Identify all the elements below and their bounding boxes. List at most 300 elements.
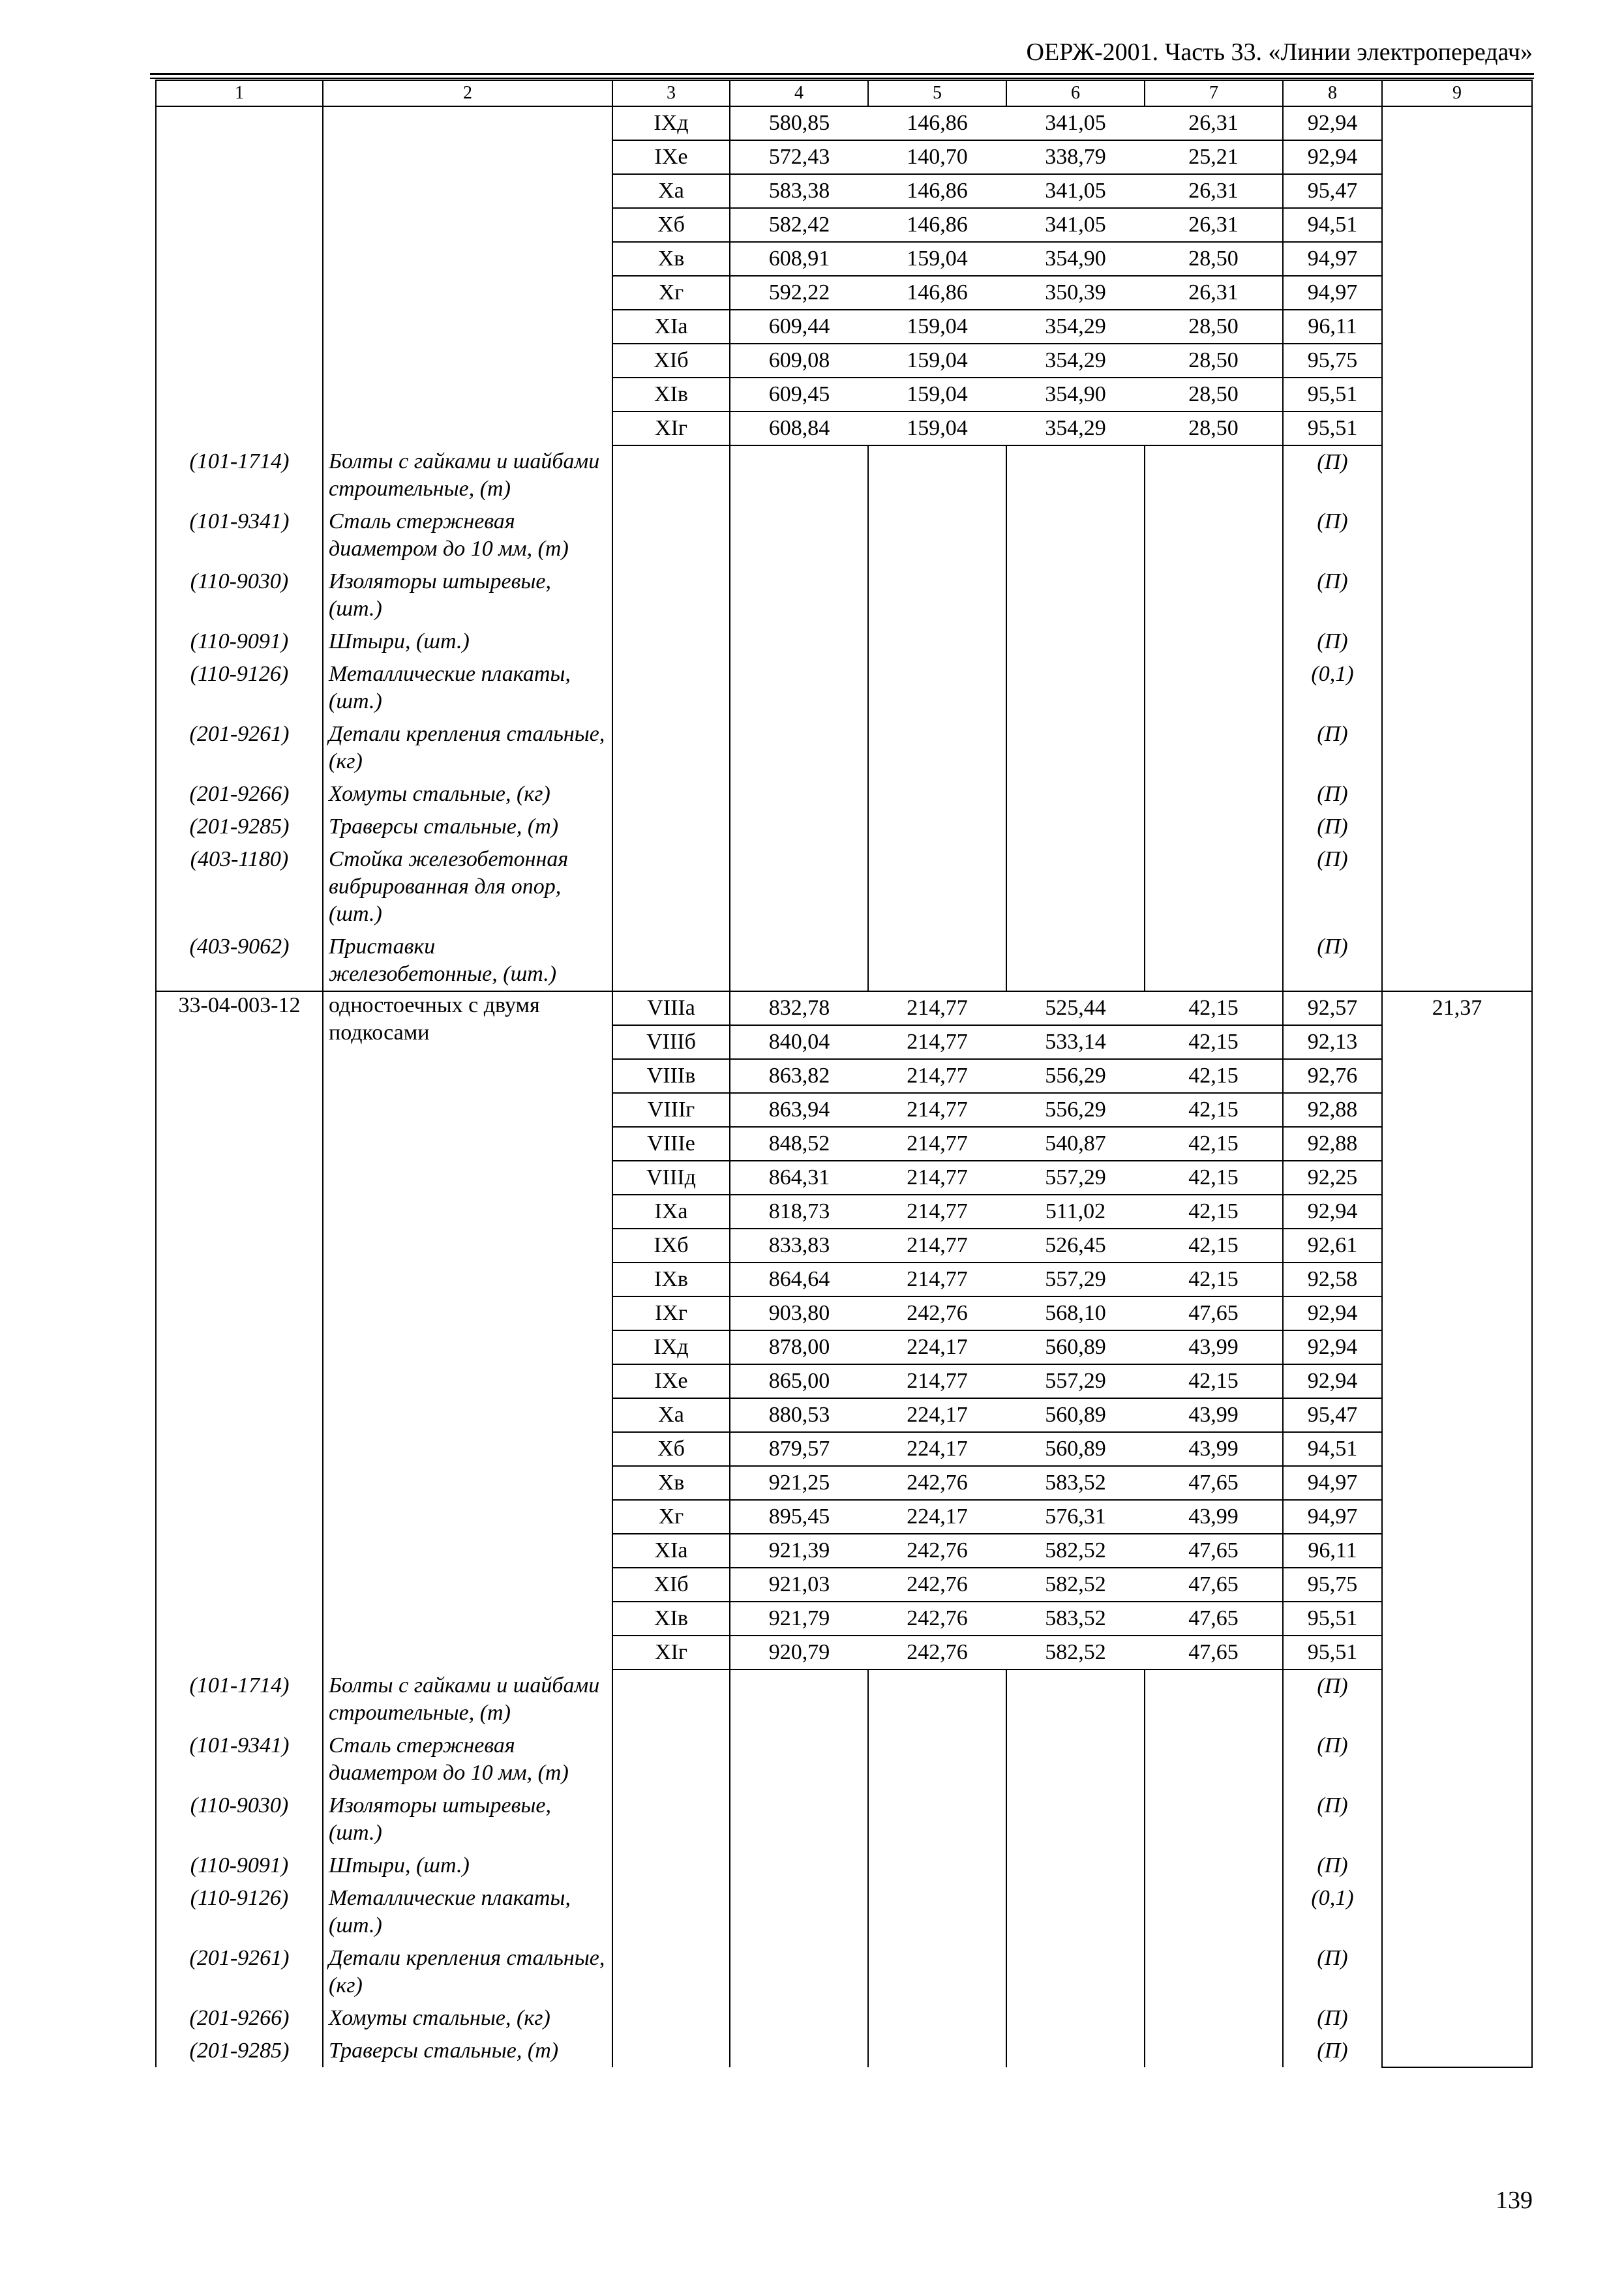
support-type-cell: Xа: [612, 174, 730, 208]
value-cell-col4: 582,42: [730, 208, 868, 242]
support-type-cell: VIIIг: [612, 1093, 730, 1127]
value-cell-col7: 28,50: [1145, 344, 1283, 378]
value-cell-col8: 92,58: [1283, 1263, 1382, 1296]
value-cell-col7: 42,15: [1145, 1161, 1283, 1195]
material-row: [156, 2035, 1532, 2067]
support-type-cell: IXе: [612, 140, 730, 174]
value-cell-col6: 354,29: [1006, 344, 1145, 378]
value-cell-col7: 25,21: [1145, 140, 1283, 174]
empty-cell: [868, 658, 1006, 718]
value-cell-col5: 242,76: [868, 1568, 1006, 1602]
value-cell-col4: 609,44: [730, 310, 868, 344]
empty-cell: [1006, 1849, 1145, 1882]
material-name: Сталь стержневая диаметром до 10 мм, (т): [323, 505, 612, 565]
value-cell-col8: 92,94: [1283, 1195, 1382, 1229]
material-value: (П): [1283, 505, 1382, 565]
section-name: одностоечных с двумя подкосами: [323, 991, 612, 1669]
material-code: (101-1714): [156, 445, 323, 505]
value-cell-col7: 28,50: [1145, 310, 1283, 344]
rates-table: [155, 80, 1533, 2068]
empty-cell: [1145, 843, 1283, 931]
material-code: (201-9266): [156, 778, 323, 811]
empty-cell: [868, 505, 1006, 565]
value-cell-col7: 42,15: [1145, 1093, 1283, 1127]
material-code: (403-1180): [156, 843, 323, 931]
value-cell-col5: 242,76: [868, 1602, 1006, 1636]
column-number: 9: [1382, 80, 1532, 106]
value-cell-col7: 43,99: [1145, 1330, 1283, 1364]
value-cell-col5: 224,17: [868, 1330, 1006, 1364]
table-row: [156, 106, 1532, 140]
empty-cell: [730, 2002, 868, 2035]
empty-cell: [868, 811, 1006, 843]
value-cell-col8: 92,57: [1283, 991, 1382, 1025]
value-cell-col8: 96,11: [1283, 1534, 1382, 1568]
material-code: (403-9062): [156, 931, 323, 991]
material-name: Детали крепления стальные, (кг): [323, 1942, 612, 2002]
material-value: (П): [1283, 1789, 1382, 1849]
empty-cell: [730, 931, 868, 991]
value-cell-col7: 43,99: [1145, 1500, 1283, 1534]
empty-cell: [868, 565, 1006, 625]
value-cell-col7: 42,15: [1145, 1195, 1283, 1229]
value-cell-col4: 903,80: [730, 1296, 868, 1330]
support-type-cell: IXг: [612, 1296, 730, 1330]
empty-cell: [612, 1882, 730, 1942]
material-value: (0,1): [1283, 658, 1382, 718]
value-cell-col7: 26,31: [1145, 106, 1283, 140]
value-cell-col8: 95,47: [1283, 174, 1382, 208]
material-name: Приставки железобетонные, (шт.): [323, 931, 612, 991]
value-cell-col6: 583,52: [1006, 1466, 1145, 1500]
value-cell-col5: 242,76: [868, 1534, 1006, 1568]
empty-cell: [868, 718, 1006, 778]
value-cell-col7: 47,65: [1145, 1296, 1283, 1330]
empty-cell: [868, 1942, 1006, 2002]
value-cell-col8: 94,97: [1283, 276, 1382, 310]
value-cell-col4: 609,45: [730, 378, 868, 411]
empty-cell: [1006, 1942, 1145, 2002]
value-cell-col5: 146,86: [868, 174, 1006, 208]
value-cell-col5: 159,04: [868, 310, 1006, 344]
material-row: [156, 1729, 1532, 1789]
value-cell-col6: 511,02: [1006, 1195, 1145, 1229]
header-rule: [150, 78, 1534, 79]
value-cell-col4: 592,22: [730, 276, 868, 310]
value-cell-col8: 92,94: [1283, 1296, 1382, 1330]
value-cell-col8: 94,97: [1283, 1500, 1382, 1534]
value-cell-col4: 833,83: [730, 1229, 868, 1263]
material-value: (П): [1283, 1942, 1382, 2002]
value-cell-col4: 863,94: [730, 1093, 868, 1127]
value-cell-col4: 864,64: [730, 1263, 868, 1296]
value-cell-col4: 920,79: [730, 1636, 868, 1669]
empty-cell: [1006, 1669, 1145, 1729]
empty-cell: [730, 1729, 868, 1789]
value-cell-col4: 921,39: [730, 1534, 868, 1568]
value-cell-col6: 568,10: [1006, 1296, 1145, 1330]
value-cell-col5: 214,77: [868, 1025, 1006, 1059]
value-cell-col5: 214,77: [868, 1263, 1006, 1296]
support-type-cell: Xа: [612, 1398, 730, 1432]
column-number: 4: [730, 80, 868, 106]
value-cell-col6: 576,31: [1006, 1500, 1145, 1534]
empty-cell: [612, 658, 730, 718]
empty-cell: [1006, 1789, 1145, 1849]
material-value: (П): [1283, 2002, 1382, 2035]
material-code: (110-9126): [156, 1882, 323, 1942]
empty-cell: [1006, 658, 1145, 718]
column-number: 8: [1283, 80, 1382, 106]
value-cell-col4: 921,79: [730, 1602, 868, 1636]
empty-cell: [1145, 1669, 1283, 1729]
value-cell-col5: 146,86: [868, 106, 1006, 140]
material-name: Сталь стержневая диаметром до 10 мм, (т): [323, 1729, 612, 1789]
material-name: Штыри, (шт.): [323, 625, 612, 658]
empty-cell: [1006, 445, 1145, 505]
value-cell-col8: 95,75: [1283, 344, 1382, 378]
value-cell-col5: 214,77: [868, 1364, 1006, 1398]
value-cell-col8: 96,11: [1283, 310, 1382, 344]
value-cell-col4: 863,82: [730, 1059, 868, 1093]
support-type-cell: IXд: [612, 106, 730, 140]
column-number: 7: [1145, 80, 1283, 106]
empty-cell: [1145, 2035, 1283, 2067]
empty-cell: [868, 1849, 1006, 1882]
section-col9-value: 21,37: [1382, 991, 1532, 2067]
value-cell-col8: 92,94: [1283, 106, 1382, 140]
material-value: (П): [1283, 931, 1382, 991]
empty-cell: [1145, 445, 1283, 505]
support-type-cell: VIIIд: [612, 1161, 730, 1195]
support-type-cell: IXб: [612, 1229, 730, 1263]
section-col9-value: [1382, 106, 1532, 991]
material-name: Хомуты стальные, (кг): [323, 778, 612, 811]
value-cell-col5: 146,86: [868, 276, 1006, 310]
material-code: (110-9030): [156, 565, 323, 625]
empty-cell: [612, 1942, 730, 2002]
value-cell-col7: 42,15: [1145, 1364, 1283, 1398]
empty-cell: [1145, 1849, 1283, 1882]
value-cell-col4: 840,04: [730, 1025, 868, 1059]
material-code: (110-9091): [156, 1849, 323, 1882]
value-cell-col8: 94,51: [1283, 208, 1382, 242]
value-cell-col6: 556,29: [1006, 1059, 1145, 1093]
value-cell-col6: 556,29: [1006, 1093, 1145, 1127]
material-row: [156, 718, 1532, 778]
value-cell-col7: 42,15: [1145, 991, 1283, 1025]
material-code: (101-9341): [156, 505, 323, 565]
value-cell-col6: 560,89: [1006, 1398, 1145, 1432]
material-code: (201-9285): [156, 811, 323, 843]
value-cell-col4: 864,31: [730, 1161, 868, 1195]
value-cell-col5: 214,77: [868, 1127, 1006, 1161]
value-cell-col7: 43,99: [1145, 1398, 1283, 1432]
empty-cell: [730, 445, 868, 505]
value-cell-col8: 94,97: [1283, 242, 1382, 276]
value-cell-col4: 832,78: [730, 991, 868, 1025]
material-code: (201-9285): [156, 2035, 323, 2067]
empty-cell: [868, 2002, 1006, 2035]
empty-cell: [868, 2035, 1006, 2067]
value-cell-col7: 42,15: [1145, 1229, 1283, 1263]
material-name: Изоляторы штыревые, (шт.): [323, 565, 612, 625]
empty-cell: [1145, 718, 1283, 778]
material-code: (110-9126): [156, 658, 323, 718]
value-cell-col8: 92,94: [1283, 1330, 1382, 1364]
column-number-row: [156, 80, 1532, 106]
empty-cell: [612, 1669, 730, 1729]
material-row: [156, 1669, 1532, 1729]
empty-cell: [868, 1882, 1006, 1942]
value-cell-col6: 557,29: [1006, 1161, 1145, 1195]
empty-cell: [868, 843, 1006, 931]
value-cell-col4: 880,53: [730, 1398, 868, 1432]
material-row: [156, 445, 1532, 505]
empty-cell: [868, 1669, 1006, 1729]
material-value: (П): [1283, 1849, 1382, 1882]
support-type-cell: XIв: [612, 1602, 730, 1636]
value-cell-col5: 224,17: [868, 1398, 1006, 1432]
empty-cell: [1145, 811, 1283, 843]
empty-cell: [1145, 625, 1283, 658]
empty-cell: [1145, 2002, 1283, 2035]
material-row: [156, 565, 1532, 625]
value-cell-col5: 214,77: [868, 1229, 1006, 1263]
empty-cell: [612, 505, 730, 565]
empty-cell: [612, 1849, 730, 1882]
empty-cell: [612, 625, 730, 658]
value-cell-col4: 572,43: [730, 140, 868, 174]
value-cell-col6: 560,89: [1006, 1330, 1145, 1364]
material-code: (110-9030): [156, 1789, 323, 1849]
empty-cell: [612, 811, 730, 843]
support-type-cell: VIIIв: [612, 1059, 730, 1093]
empty-cell: [1145, 931, 1283, 991]
value-cell-col7: 42,15: [1145, 1127, 1283, 1161]
value-cell-col8: 92,88: [1283, 1093, 1382, 1127]
empty-cell: [730, 778, 868, 811]
empty-cell: [868, 778, 1006, 811]
support-type-cell: Xв: [612, 242, 730, 276]
value-cell-col4: 608,84: [730, 411, 868, 445]
material-value: (П): [1283, 565, 1382, 625]
empty-cell: [730, 1942, 868, 2002]
empty-cell: [612, 1789, 730, 1849]
material-code: (101-1714): [156, 1669, 323, 1729]
empty-cell: [730, 811, 868, 843]
empty-cell: [868, 931, 1006, 991]
empty-cell: [868, 445, 1006, 505]
support-type-cell: XIб: [612, 1568, 730, 1602]
empty-cell: [1145, 1789, 1283, 1849]
value-cell-col8: 92,94: [1283, 140, 1382, 174]
value-cell-col8: 92,25: [1283, 1161, 1382, 1195]
value-cell-col6: 341,05: [1006, 174, 1145, 208]
value-cell-col6: 341,05: [1006, 106, 1145, 140]
empty-cell: [868, 1729, 1006, 1789]
value-cell-col8: 92,88: [1283, 1127, 1382, 1161]
support-type-cell: VIIIа: [612, 991, 730, 1025]
material-row: [156, 658, 1532, 718]
support-type-cell: Xв: [612, 1466, 730, 1500]
empty-cell: [730, 843, 868, 931]
value-cell-col5: 146,86: [868, 208, 1006, 242]
material-code: (101-9341): [156, 1729, 323, 1789]
empty-cell: [612, 565, 730, 625]
empty-cell: [1145, 565, 1283, 625]
empty-cell: [730, 658, 868, 718]
value-cell-col6: 557,29: [1006, 1364, 1145, 1398]
value-cell-col6: 557,29: [1006, 1263, 1145, 1296]
material-name: Хомуты стальные, (кг): [323, 2002, 612, 2035]
empty-cell: [1145, 778, 1283, 811]
value-cell-col8: 95,51: [1283, 411, 1382, 445]
value-cell-col4: 921,03: [730, 1568, 868, 1602]
support-type-cell: Xг: [612, 276, 730, 310]
empty-cell: [612, 2002, 730, 2035]
material-value: (П): [1283, 718, 1382, 778]
empty-cell: [1145, 1729, 1283, 1789]
material-code: (201-9261): [156, 718, 323, 778]
value-cell-col7: 28,50: [1145, 411, 1283, 445]
value-cell-col8: 92,76: [1283, 1059, 1382, 1093]
material-name: Металлические плакаты, (шт.): [323, 1882, 612, 1942]
value-cell-col7: 47,65: [1145, 1602, 1283, 1636]
value-cell-col6: 350,39: [1006, 276, 1145, 310]
value-cell-col5: 224,17: [868, 1432, 1006, 1466]
material-row: [156, 2002, 1532, 2035]
material-value: (П): [1283, 843, 1382, 931]
material-row: [156, 778, 1532, 811]
value-cell-col8: 92,94: [1283, 1364, 1382, 1398]
support-type-cell: XIв: [612, 378, 730, 411]
header-rule: [150, 73, 1534, 75]
value-cell-col6: 354,29: [1006, 411, 1145, 445]
empty-cell: [1145, 1882, 1283, 1942]
empty-cell: [730, 1849, 868, 1882]
value-cell-col5: 214,77: [868, 991, 1006, 1025]
page-header-title: ОЕРЖ-2001. Часть 33. «Линии электропередач»: [1026, 38, 1533, 66]
material-row: [156, 1942, 1532, 2002]
column-number: 3: [612, 80, 730, 106]
value-cell-col4: 865,00: [730, 1364, 868, 1398]
value-cell-col7: 43,99: [1145, 1432, 1283, 1466]
empty-cell: [1006, 843, 1145, 931]
empty-cell: [730, 718, 868, 778]
material-value: (0,1): [1283, 1882, 1382, 1942]
material-name: Траверсы стальные, (т): [323, 811, 612, 843]
material-name: Траверсы стальные, (т): [323, 2035, 612, 2067]
value-cell-col6: 354,90: [1006, 242, 1145, 276]
material-row: [156, 843, 1532, 931]
value-cell-col7: 42,15: [1145, 1263, 1283, 1296]
material-code: (201-9266): [156, 2002, 323, 2035]
value-cell-col7: 26,31: [1145, 208, 1283, 242]
support-type-cell: XIг: [612, 1636, 730, 1669]
empty-cell: [730, 625, 868, 658]
material-value: (П): [1283, 625, 1382, 658]
support-type-cell: Xб: [612, 1432, 730, 1466]
value-cell-col6: 560,89: [1006, 1432, 1145, 1466]
empty-cell: [1006, 811, 1145, 843]
value-cell-col7: 47,65: [1145, 1636, 1283, 1669]
material-name: Стойка железобетонная вибрированная для опор, (шт.): [323, 843, 612, 931]
support-type-cell: VIIIе: [612, 1127, 730, 1161]
value-cell-col7: 26,31: [1145, 276, 1283, 310]
material-code: (110-9091): [156, 625, 323, 658]
material-value: (П): [1283, 1669, 1382, 1729]
value-cell-col7: 47,65: [1145, 1466, 1283, 1500]
value-cell-col8: 95,51: [1283, 1602, 1382, 1636]
material-value: (П): [1283, 1729, 1382, 1789]
empty-cell: [612, 1729, 730, 1789]
material-name: Болты с гайками и шайбами строительные, (т): [323, 1669, 612, 1729]
value-cell-col4: 895,45: [730, 1500, 868, 1534]
empty-cell: [1006, 778, 1145, 811]
material-value: (П): [1283, 778, 1382, 811]
support-type-cell: IXд: [612, 1330, 730, 1364]
empty-cell: [612, 778, 730, 811]
value-cell-col8: 92,13: [1283, 1025, 1382, 1059]
column-number: 6: [1006, 80, 1145, 106]
empty-cell: [730, 2035, 868, 2067]
material-name: Изоляторы штыревые, (шт.): [323, 1789, 612, 1849]
material-row: [156, 625, 1532, 658]
value-cell-col6: 341,05: [1006, 208, 1145, 242]
empty-cell: [730, 1669, 868, 1729]
support-type-cell: XIа: [612, 310, 730, 344]
empty-cell: [1145, 658, 1283, 718]
value-cell-col6: 540,87: [1006, 1127, 1145, 1161]
empty-cell: [1006, 565, 1145, 625]
value-cell-col8: 92,61: [1283, 1229, 1382, 1263]
material-row: [156, 1789, 1532, 1849]
page-number: 139: [1496, 2187, 1533, 2214]
material-row: [156, 931, 1532, 991]
section-name: [323, 106, 612, 445]
value-cell-col5: 242,76: [868, 1636, 1006, 1669]
empty-cell: [730, 1789, 868, 1849]
value-cell-col5: 159,04: [868, 411, 1006, 445]
value-cell-col8: 94,97: [1283, 1466, 1382, 1500]
material-row: [156, 505, 1532, 565]
value-cell-col7: 42,15: [1145, 1059, 1283, 1093]
column-number: 1: [156, 80, 323, 106]
value-cell-col6: 533,14: [1006, 1025, 1145, 1059]
value-cell-col7: 28,50: [1145, 378, 1283, 411]
value-cell-col5: 224,17: [868, 1500, 1006, 1534]
value-cell-col5: 242,76: [868, 1466, 1006, 1500]
material-name: Детали крепления стальные, (кг): [323, 718, 612, 778]
value-cell-col6: 583,52: [1006, 1602, 1145, 1636]
empty-cell: [1006, 2002, 1145, 2035]
empty-cell: [1006, 718, 1145, 778]
empty-cell: [730, 505, 868, 565]
empty-cell: [612, 445, 730, 505]
value-cell-col6: 582,52: [1006, 1568, 1145, 1602]
empty-cell: [1006, 505, 1145, 565]
material-value: (П): [1283, 445, 1382, 505]
empty-cell: [868, 625, 1006, 658]
support-type-cell: XIа: [612, 1534, 730, 1568]
section-code: [156, 106, 323, 445]
value-cell-col6: 354,90: [1006, 378, 1145, 411]
empty-cell: [612, 843, 730, 931]
column-number: 2: [323, 80, 612, 106]
empty-cell: [1006, 625, 1145, 658]
value-cell-col8: 95,47: [1283, 1398, 1382, 1432]
